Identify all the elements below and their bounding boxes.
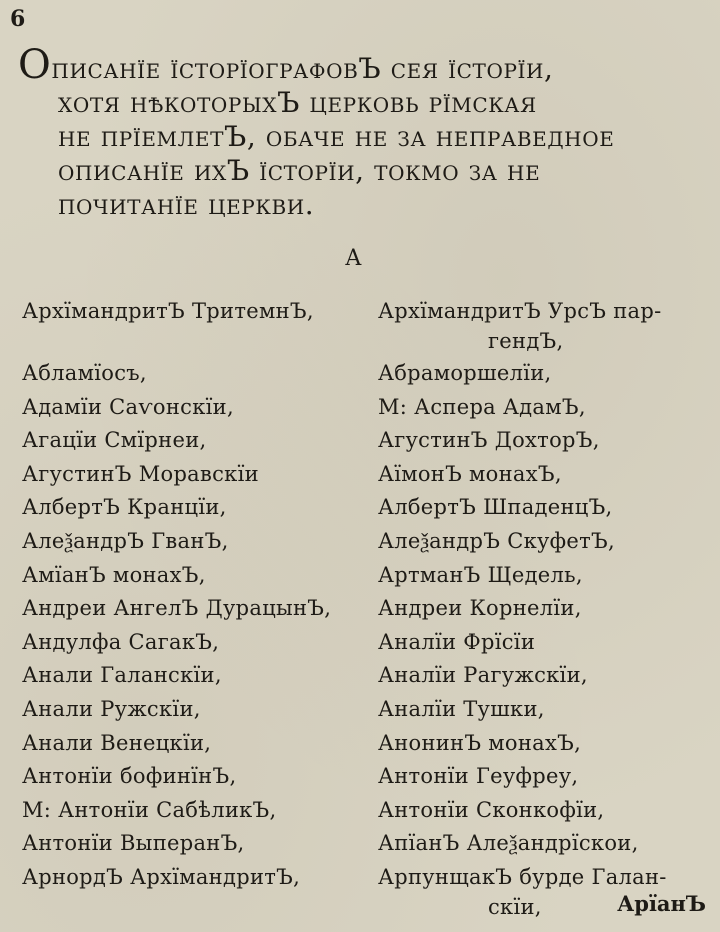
index-entry-left: Андреи АнгелЪ ДурацынЪ,	[22, 596, 332, 621]
catchword: АрїанЪ	[617, 891, 706, 916]
index-entry-right	[378, 296, 662, 356]
index-entry-text: АрпунщакЪ бурде Галан-	[378, 865, 667, 889]
index-entry-right	[378, 627, 535, 657]
index-entry-text: Аналїи Рагужскїи,	[378, 663, 588, 688]
index-entry-right	[378, 560, 583, 590]
index-entry-text: Антонїи Сконкофїи,	[378, 797, 605, 822]
index-entry-continuation: гендЪ,	[488, 329, 564, 353]
index-entry-left: Анали Венецкїи,	[22, 730, 212, 755]
index-entry-left: АрнордЪ АрхїмандритЪ,	[22, 865, 301, 889]
index-entry-text: АїмонЪ монахЪ,	[378, 461, 562, 486]
index-entry-text: АлеѯандрЪ СкуфетЪ,	[378, 529, 616, 553]
title-initial-letter: О	[18, 42, 52, 88]
index-entry-left: Анали Ружскїи,	[22, 697, 201, 721]
index-entry-right	[378, 492, 613, 522]
index-entry-left: М: Антонїи СабѣликЪ,	[22, 797, 277, 822]
title-line-1: Описанїе їсторїографовЪ сея їсторїи,	[18, 42, 554, 88]
index-entry-left: Абламїосъ,	[22, 361, 147, 385]
index-entry-left: Агацїи Смїрнеи,	[22, 428, 207, 453]
index-entry-text: Абраморшелїи,	[378, 361, 552, 385]
index-entry-right	[378, 694, 545, 724]
title-line-4: описанїе ихЪ їсторїи, токмо за не	[58, 154, 541, 187]
index-entry-text: АлбертЪ ШпаденцЪ,	[378, 495, 613, 520]
index-entry-left: Андулфа СагакЪ,	[22, 629, 220, 654]
title-line-5: почитанїе церкви.	[58, 188, 315, 221]
index-entry-right	[378, 593, 582, 623]
index-entry-text: АртманЪ Щедель,	[378, 562, 583, 587]
index-entry-right	[378, 761, 578, 791]
index-entry-right	[378, 526, 615, 556]
index-entry-right	[378, 795, 604, 825]
index-entry-text: Аналїи Тушки,	[378, 697, 545, 721]
index-entry-text: М: Аспера АдамЪ,	[378, 394, 586, 419]
title-line-2: хотя нѣкоторыхЪ церковь рїмская	[58, 86, 537, 119]
index-entry-text: АпїанЪ Алеѯандрїскои,	[378, 831, 639, 856]
section-letter: А	[345, 246, 362, 271]
index-entry-right	[378, 392, 586, 422]
index-entry-text: АнонинЪ монахЪ,	[378, 730, 582, 755]
index-entry-left: Адамїи Саѵонскїи,	[22, 394, 234, 419]
index-entry-text: Аналїи Фрїсїи	[378, 629, 536, 654]
index-entry-left: Анали Галанскїи,	[22, 663, 222, 688]
index-entry-text: Антонїи Геуфреу,	[378, 764, 579, 789]
index-entry-text: АгустинЪ ДохторЪ,	[378, 428, 600, 453]
index-entry-left: Антонїи бофинїнЪ,	[22, 764, 237, 789]
index-entry-left: АмїанЪ монахЪ,	[22, 562, 206, 587]
index-entry-right	[378, 358, 552, 388]
index-entry-right	[378, 459, 562, 489]
title-line-3: не прїемлетЪ, обаче не за неправедное	[58, 120, 615, 153]
index-entry-right	[378, 828, 639, 858]
index-entry-left: АлеѯандрЪ ГванЪ,	[22, 529, 229, 553]
index-entry-left: АлбертЪ Кранцїи,	[22, 495, 227, 520]
index-entry-left: АгустинЪ Моравскїи	[22, 461, 259, 486]
index-entry-right	[378, 425, 600, 455]
index-entry-continuation: скїи,	[488, 895, 542, 919]
index-entry-right	[378, 660, 588, 690]
index-entry-right	[378, 728, 581, 758]
page-number: 6	[10, 6, 27, 32]
index-entry-left: АрхїмандритЪ ТритемнЪ,	[22, 299, 314, 323]
index-entry-text: Андреи Корнелїи,	[378, 596, 582, 621]
index-entry-text: АрхїмандритЪ УрсЪ пар-	[378, 299, 662, 323]
index-entry-left: Антонїи ВыперанЪ,	[22, 831, 245, 856]
